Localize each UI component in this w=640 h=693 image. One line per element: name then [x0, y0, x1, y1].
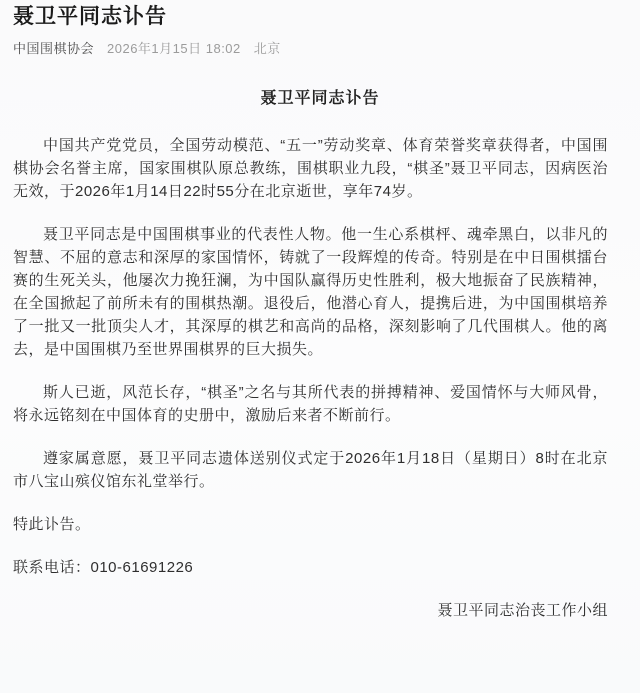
obituary-paragraph: 聂卫平同志是中国围棋事业的代表性人物。他一生心系棋枰、魂牵黑白，以非凡的智慧、不屈的意志和深厚的家国情怀，铸就了一段辉煌的传奇。特别是在中日围棋擂台赛的生死关头，他屡次力挽狂澜，为中国队赢得历史性胜利，极大地振奋了民族精神，在全国掀起了前所未有的围棋热潮。退役后，他潜心育人，提携后进，为中国围棋培养了一批又一批顶尖人才，其深厚的棋艺和高尚的品格，深刻影响了几代围棋人。他的离去，是中国围棋乃至世界围棋界的巨大损失。	[13, 226, 608, 358]
closing-statement: 特此讣告。	[13, 516, 91, 533]
obituary-paragraph: 遵家属意愿，聂卫平同志遗体送别仪式定于2026年1月18日（星期日）8时在北京市八宝山殡仪馆东礼堂举行。	[13, 450, 608, 490]
obituary-heading: 聂卫平同志讣告	[260, 90, 380, 107]
publish-location: 北京	[253, 41, 281, 56]
publisher-name[interactable]: 中国围棋协会	[13, 41, 95, 56]
obituary-paragraph: 斯人已逝，风范长存，“棋圣”之名与其所代表的拼搏精神、爱国情怀与大师风骨，将永远铭刻在中国体育的史册中，激励后来者不断前行。	[13, 384, 608, 424]
article-meta	[0, 40, 640, 58]
obituary-body	[0, 134, 640, 622]
obituary-paragraph: 中国共产党党员，全国劳动模范、“五一”劳动奖章、体育荣誉奖章获得者，中国围棋协会名誉主席，国家围棋队原总教练，围棋职业九段，“棋圣”聂卫平同志，因病医治无效，于2026年1月14日22时55分在北京逝世，享年74岁。	[13, 137, 608, 200]
publish-datetime: 2026年1月15日 18:02	[107, 41, 241, 56]
contact-phone: 联系电话：010-61691226	[13, 559, 194, 576]
signature: 聂卫平同志治丧工作小组	[437, 602, 608, 619]
page-title: 聂卫平同志讣告	[13, 5, 167, 28]
